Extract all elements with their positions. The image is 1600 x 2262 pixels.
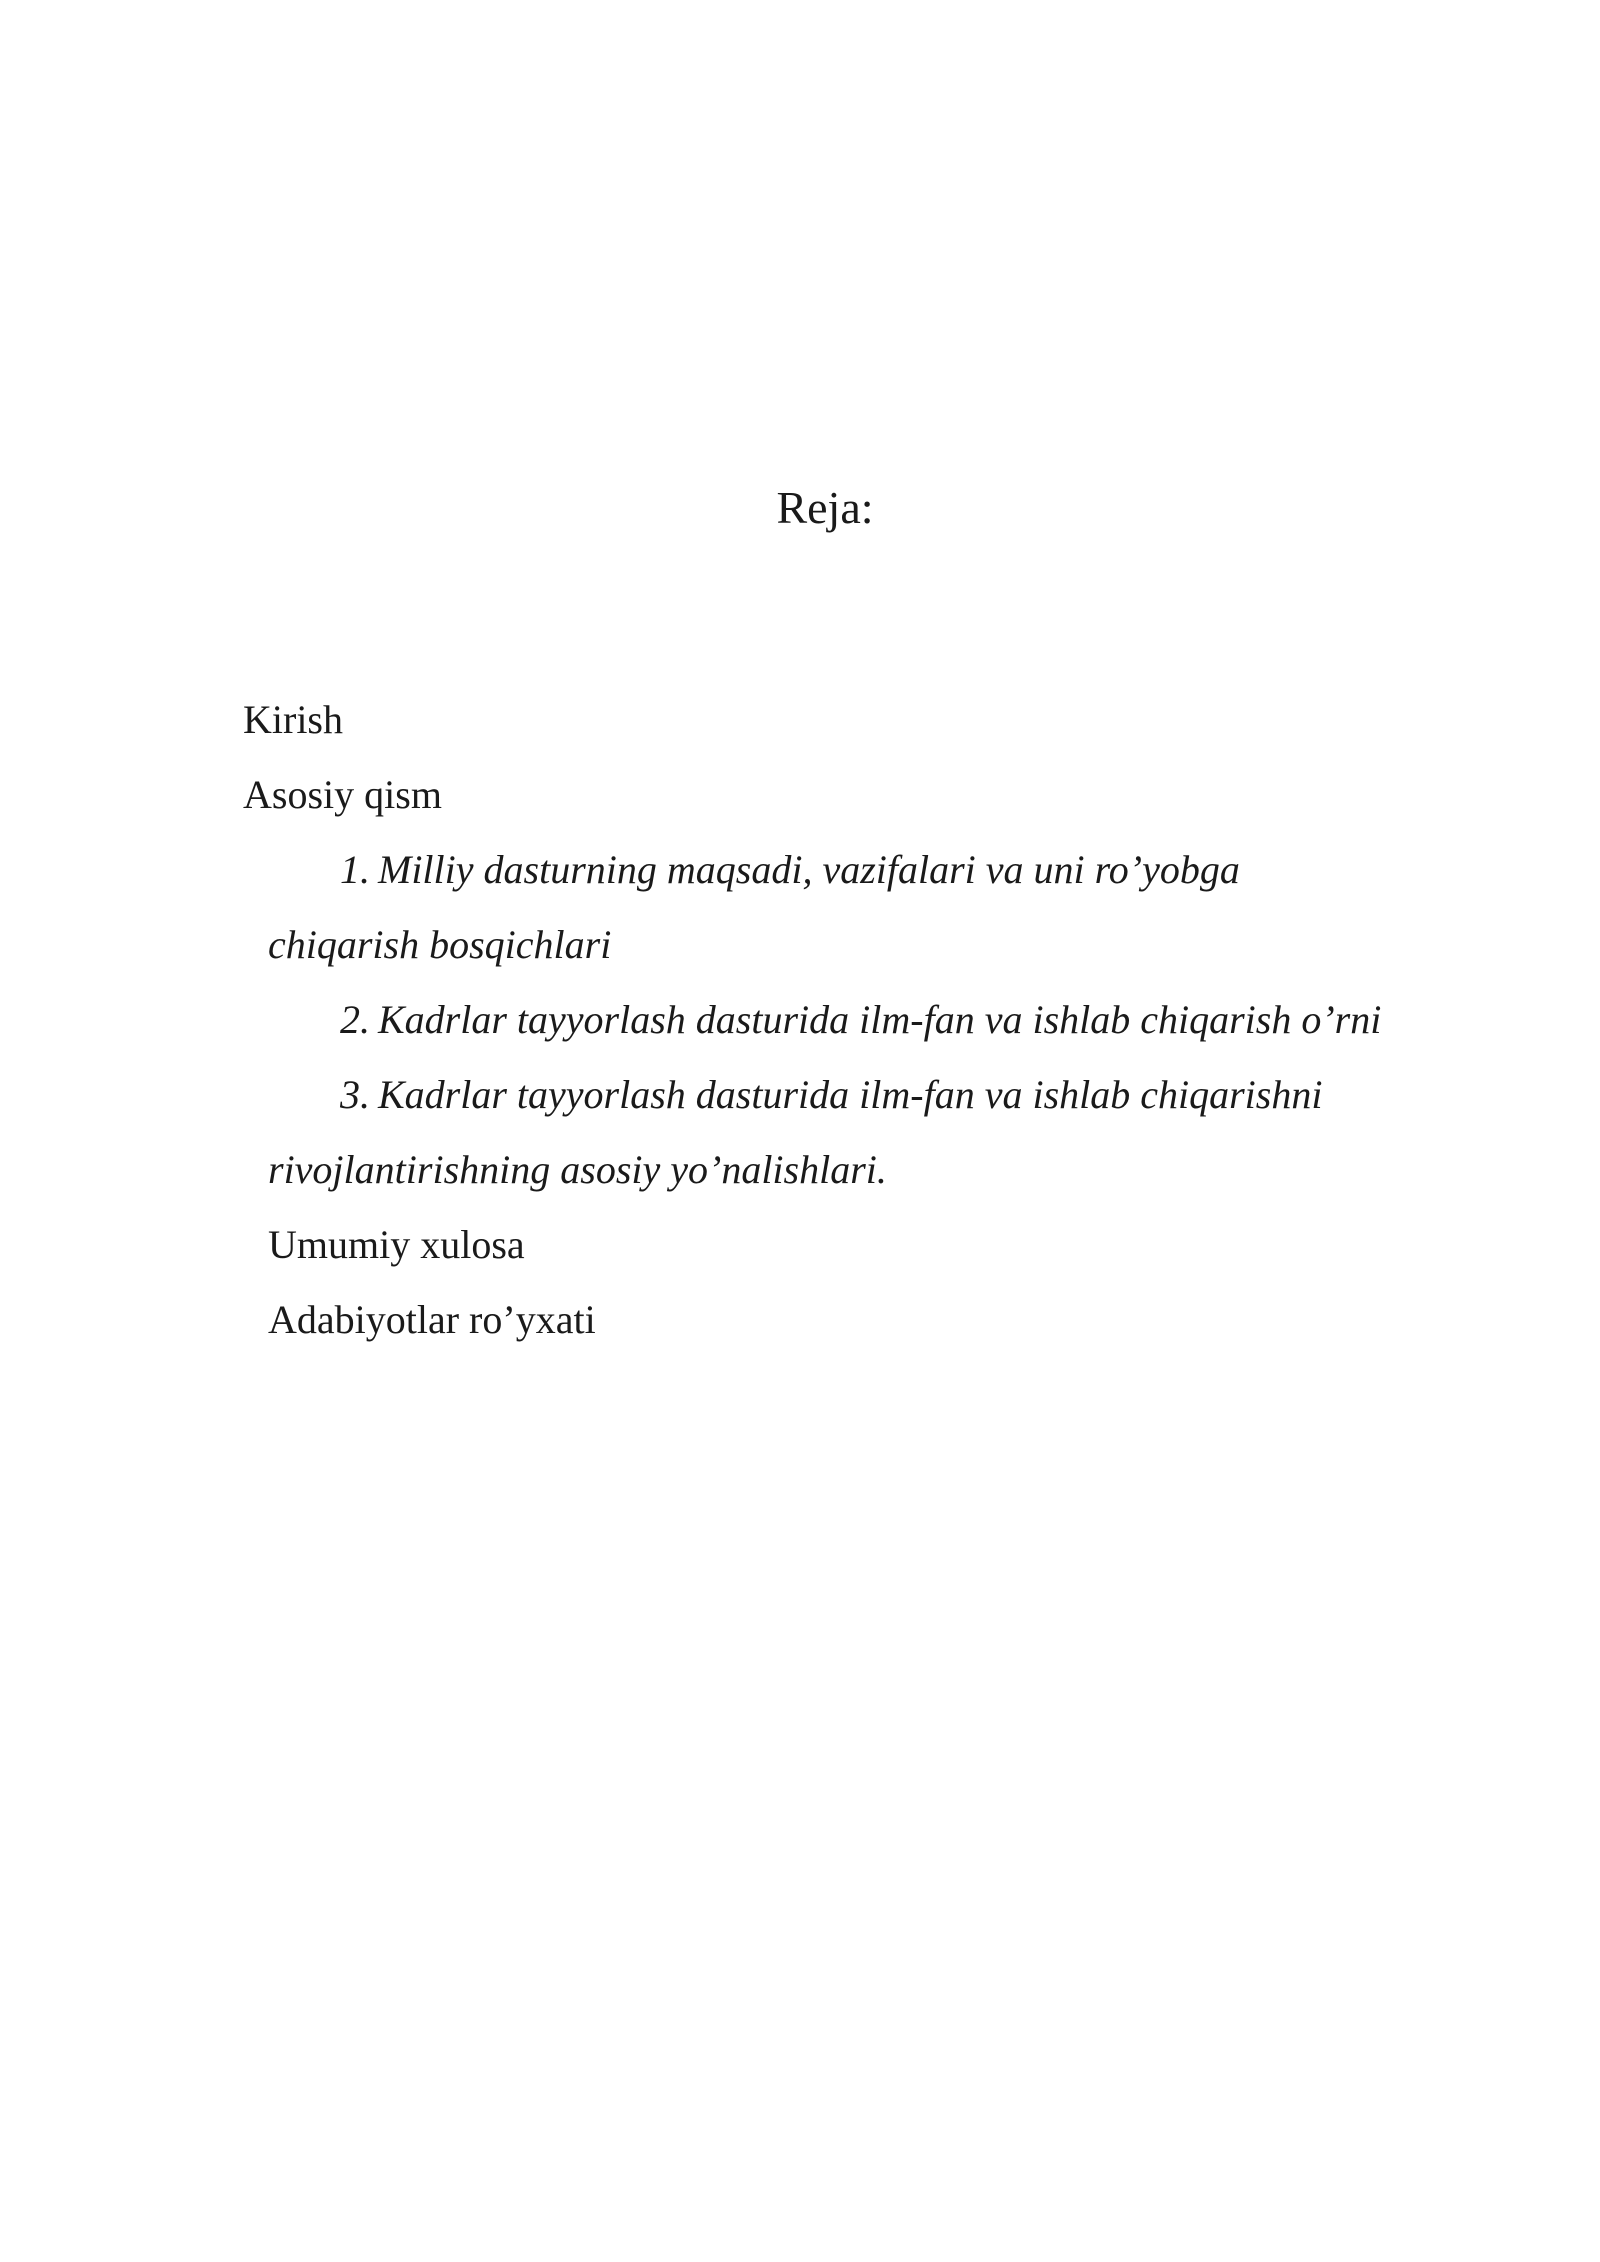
plan-item-1 [340,842,1240,898]
plan-entry-conclusion: Umumiy xulosa [268,1222,525,1267]
plan-entry-main-part: Asosiy qism [243,772,442,817]
plan-entry-references: Adabiyotlar ro’yxati [268,1297,596,1342]
plan-item-3-continuation: rivojlantirishning asosiy yo’nalishlari. [268,1147,887,1192]
page-title: Reja: [776,482,874,533]
plan-item-2-number: 2. [340,997,370,1042]
plan-item-2-text: Kadrlar tayyorlash dasturida ilm-fan va ishlab chiqarish o’rni [378,997,1382,1042]
plan-item-1-continuation: chiqarish bosqichlari [268,922,612,967]
plan-item-1-text: Milliy dasturning maqsadi, vazifalari va uni ro’yobga [378,847,1240,892]
plan-item-3-text: Kadrlar tayyorlash dasturida ilm-fan va ishlab chiqarishni [378,1072,1323,1117]
plan-item-2 [340,992,1381,1048]
plan-item-3 [340,1067,1322,1123]
plan-item-1-number: 1. [340,847,370,892]
plan-entry-intro: Kirish [243,697,343,742]
plan-item-3-number: 3. [340,1072,370,1117]
